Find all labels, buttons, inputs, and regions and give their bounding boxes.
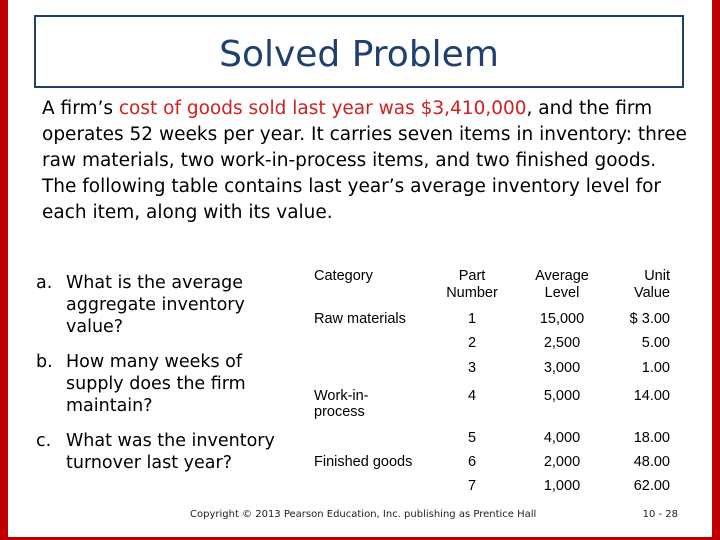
category-wip-line2: process: [314, 404, 365, 420]
left-frame-bar: [0, 0, 8, 540]
part-number: 3: [467, 360, 477, 376]
page-number: 10 - 28: [642, 509, 678, 520]
question-list: [36, 272, 296, 487]
part-number: 2: [467, 335, 477, 351]
average-level: 15,000: [539, 311, 585, 327]
question-letter: b.: [36, 352, 53, 372]
unit-value: $ 3.00: [629, 311, 670, 327]
question-text: How many weeks of supply does the firm maintain?: [66, 352, 246, 416]
unit-value: 62.00: [633, 478, 670, 494]
question-text: What is the average aggregate inventory value?: [66, 273, 245, 337]
header-part-line2: Number: [446, 285, 498, 301]
slide-title: Solved Problem: [219, 34, 499, 75]
average-level: 4,000: [543, 430, 581, 446]
average-level: 2,000: [543, 454, 581, 470]
header-avg-line2: Level: [544, 285, 580, 301]
header-category: Category: [314, 268, 373, 284]
category-finished-goods: Finished goods: [314, 454, 413, 470]
right-frame-bar: [712, 0, 720, 540]
question-item: [36, 351, 296, 417]
category-raw-materials: Raw materials: [314, 311, 406, 327]
header-part-line1: Part: [458, 268, 486, 284]
unit-value: 14.00: [633, 388, 670, 404]
intro-highlight: cost of goods sold last year was $3,410,000: [118, 98, 527, 119]
part-number: 4: [467, 388, 477, 404]
unit-value: 18.00: [633, 430, 670, 446]
title-box: [34, 15, 684, 88]
question-item: [36, 430, 296, 474]
category-wip-line1: Work-in-: [314, 388, 369, 404]
average-level: 2,500: [543, 335, 581, 351]
part-number: 6: [467, 454, 477, 470]
part-number: 7: [467, 478, 477, 494]
part-number: 1: [467, 311, 477, 327]
average-level: 3,000: [543, 360, 581, 376]
question-letter: c.: [36, 431, 52, 451]
header-avg-line1: Average: [535, 268, 589, 284]
unit-value: 1.00: [641, 360, 670, 376]
inventory-table: [304, 262, 684, 500]
unit-value: 5.00: [641, 335, 670, 351]
header-unit-line2: Value: [633, 285, 670, 301]
intro-paragraph: [42, 96, 692, 226]
question-text: What was the inventory turnover last year?: [66, 431, 275, 473]
copyright-footer: Copyright © 2013 Pearson Education, Inc. publishing as Prentice Hall: [190, 509, 537, 520]
intro-text-start: A firm’s: [42, 98, 119, 119]
part-number: 5: [467, 430, 477, 446]
intro-text-end: , and the firm operates 52 weeks per year. It carries seven items in inventory: three raw materials, two work-in-process items, and two finished goods. The following table contains last year’s average inventory level for each item, along with its value.: [42, 98, 687, 223]
average-level: 5,000: [543, 388, 581, 404]
unit-value: 48.00: [633, 454, 670, 470]
question-item: [36, 272, 296, 338]
average-level: 1,000: [543, 478, 581, 494]
header-unit-line1: Unit: [644, 268, 670, 284]
question-letter: a.: [36, 273, 53, 293]
